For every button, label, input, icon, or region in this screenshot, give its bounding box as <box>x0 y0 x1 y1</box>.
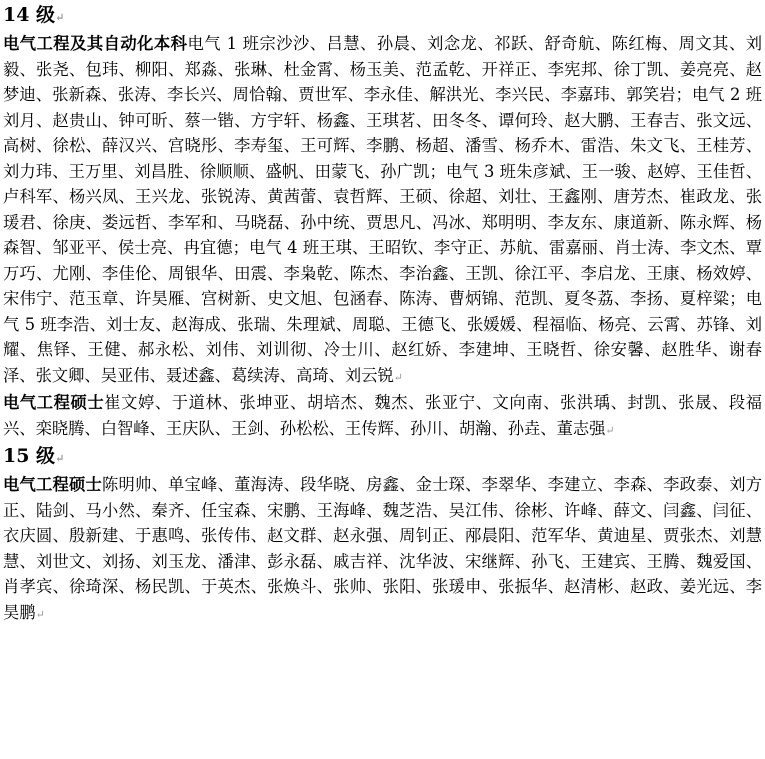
section-15 <box>3 443 762 627</box>
roster-names: 陈明帅、单宝峰、董海涛、段华晓、房鑫、金士琛、李翠华、李建立、李森、李政泰、刘方正、陆剑、马小然、秦齐、任宝森、宋鹏、王海峰、魏芝浩、吴江伟、徐彬、许峰、薛文、闫鑫、闫征、衣庆圆、殷新建、于惠鸣、张传伟、赵文群、赵永强、周钊正、邴晨阳、范军华、黄迪星、贾张杰、刘慧慧、刘世文、刘扬、刘玉龙、潘津、彭永磊、戚吉祥、沈华波、宋继辉、孙飞、王建宾、王腾、魏爱国、肖孝宾、徐琦深、杨民凯、于英杰、张焕斗、张帅、张阳、张瑗申、张振华、赵清彬、赵政、姜光远、李昊鹏 <box>3 475 762 622</box>
paragraph-mark: ↵ <box>605 423 615 437</box>
paragraph-mark: ↵ <box>35 607 45 621</box>
roster-paragraph <box>3 472 762 627</box>
level-heading <box>3 443 762 472</box>
section-14 <box>3 2 762 443</box>
roster-names: 电气 1 班宗沙沙、吕慧、孙晨、刘念龙、祁跃、舒奇航、陈红梅、周文其、刘毅、张尧、包玮、柳阳、郑淼、张琳、杜金霄、杨玉美、范孟乾、开祥正、李宪邦、徐丁凯、姜亮亮、赵梦迪、张新森、张涛、李长兴、周恰翰、贾世军、李永佳、解洪光、李兴民、李嘉玮、郭笑岩；电气 2 班刘月、赵贵山、钟可昕、蔡一锴、方宇轩、杨鑫、王琪茗、田冬冬、谭何玲、赵大鹏、王春吉、张文远、高树、徐松、薛汉兴、宫晓彤、李寿玺、王可辉、李鹏、杨超、潘雪、杨乔木、雷浩、朱文飞、王桂芳、刘力玮、王万里、刘昌胜、徐顺顺、盛帆、田蒙飞、孙广凯；电气 3 班朱彦斌、王一骏、赵婷、王佳哲、卢科军、杨兴凤、王兴龙、张锐涛、黄茜蕾、袁哲辉、王硕、徐超、刘壮、王鑫刚、唐芳杰、崔政龙、张瑗君、徐庚、娄远哲、李军和、马晓磊、孙中统、贾思凡、冯冰、郑明明、李友东、康道新、陈永辉、杨森智、邹亚平、侯士亮、冉宜德；电气 4 班王琪、王昭钦、李守正、苏航、雷嘉丽、肖士涛、李文杰、覃万巧、尤刚、李佳伦、周银华、田震、李枭乾、陈杰、李治鑫、王凯、徐江平、李启龙、王康、杨效婷、宋伟宁、范玉章、许昊雁、宫树新、史文旭、包涵春、陈涛、曹炳锦、范凯、夏冬荔、李扬、夏梓粱；电气 5 班李浩、刘士友、赵海成、张瑞、朱理斌、周聪、王德飞、张媛媛、程福临、杨亮、云霄、苏锋、刘耀、焦铎、王健、郝永松、刘伟、刘训彻、冷士川、赵红娇、李建坤、王晓哲、徐安馨、赵胜华、谢春泽、张文卿、吴亚伟、聂述鑫、葛续涛、高琦、刘云锐 <box>3 34 762 385</box>
roster-names: 崔文婷、于道林、张坤亚、胡培杰、魏杰、张亚宁、文向南、张洪瑀、封凯、张晟、段福兴、栾晓腾、白智峰、王庆队、王剑、孙松松、王传辉、孙川、胡瀚、孙垚、董志强 <box>3 393 762 438</box>
level-heading-text: 15 级 <box>3 445 56 467</box>
paragraph-mark: ↵ <box>393 370 403 384</box>
roster-paragraph <box>3 390 762 443</box>
paragraph-mark: ↵ <box>55 452 65 465</box>
program-heading: 电气工程硕士 <box>3 393 105 412</box>
level-heading-text: 14 级 <box>3 4 56 26</box>
paragraph-mark: ↵ <box>55 11 65 24</box>
program-heading: 电气工程硕士 <box>3 475 103 494</box>
level-heading <box>3 2 762 31</box>
program-heading: 电气工程及其自动化本科 <box>3 34 188 53</box>
roster-paragraph <box>3 31 762 390</box>
